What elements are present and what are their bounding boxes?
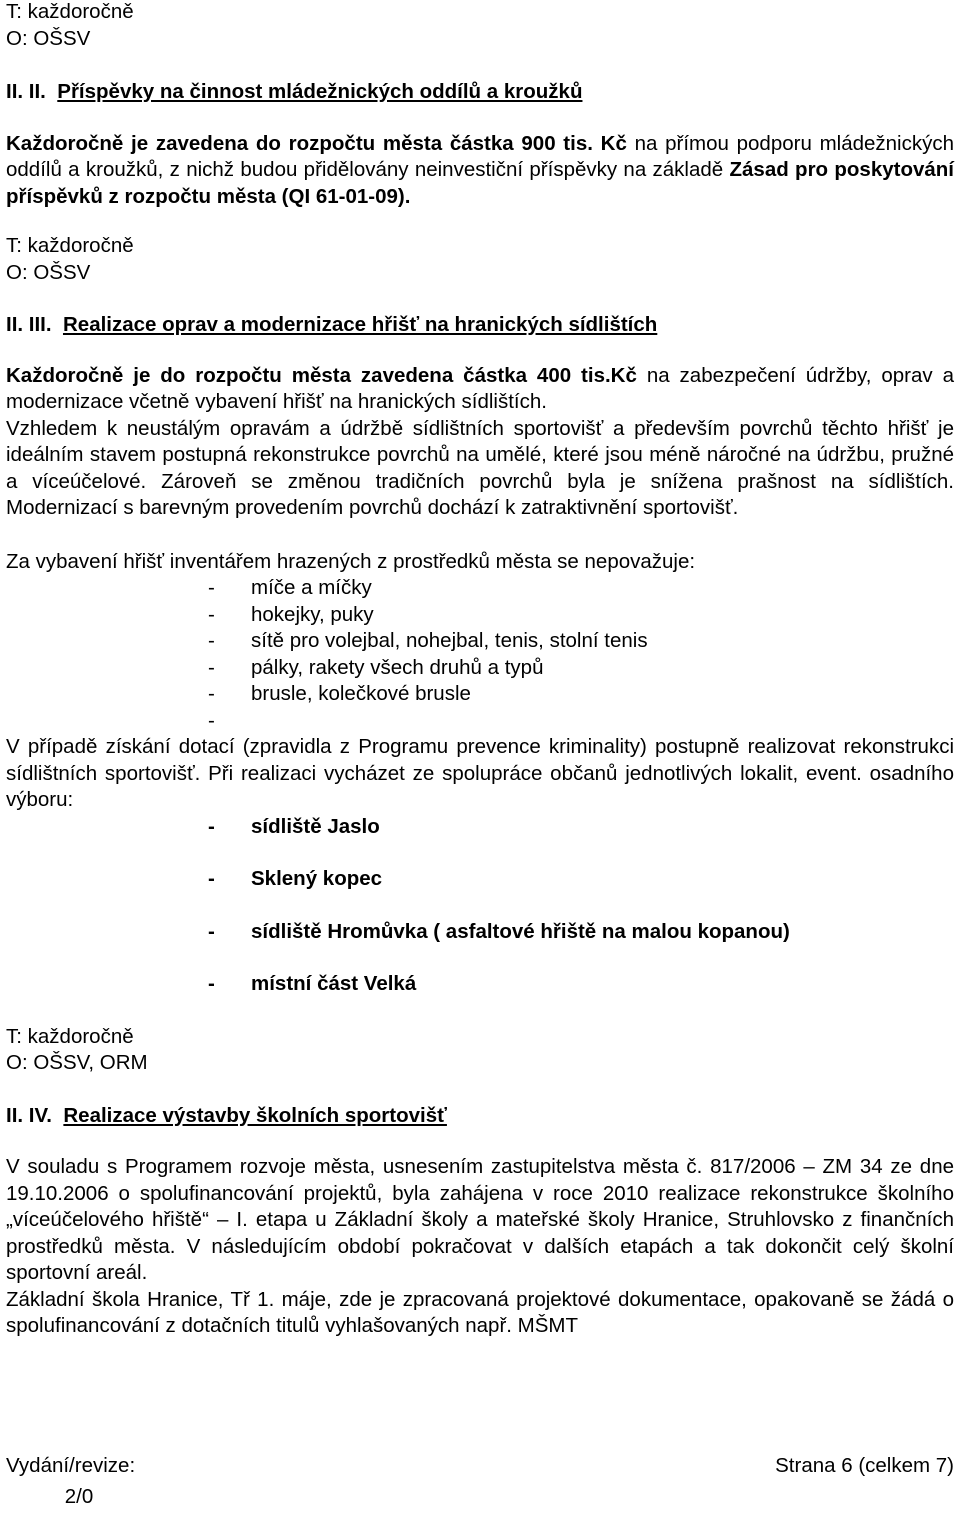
list-dash: -	[208, 655, 215, 679]
list-item-text: brusle, kolečkové brusle	[251, 682, 471, 705]
section-4-paragraph-2: Základní škola Hranice, Tř 1. máje, zde je zpracovaná projektové dokumentace, opakovaně se žádá o spolufinancování z dotačních titulů vyhlašovaných např. MŠMT	[6, 1287, 954, 1337]
list-item	[6, 681, 954, 708]
list-item-text: pálky, rakety všech druhů a typů	[251, 655, 544, 679]
revision-value: 2/0	[64, 1485, 94, 1508]
responsible-text: O: OŠSV	[6, 26, 91, 50]
list-item	[6, 655, 954, 682]
list-item	[6, 575, 954, 602]
section-heading-2	[6, 79, 954, 106]
list-item	[6, 919, 954, 946]
list-item-text: sídliště Jaslo	[251, 814, 380, 838]
list-item-text: míče a míčky	[251, 576, 372, 599]
list-dash: -	[208, 867, 215, 890]
deadline-text: T: každoročně	[6, 234, 134, 257]
section-title: Realizace výstavby školních sportovišť	[63, 1103, 447, 1127]
list-dash: -	[208, 602, 215, 626]
section-4-paragraph-1: V souladu s Programem rozvoje města, usnesením zastupitelstva města č. 817/2006 – ZM 34 ze dne 19.10.2006 o spolufinancování projektů, byla zahájena v roce 2010 realizace rekonstrukce školního „víceúčelového hřiště“ – I. etapa u Základní školy a mateřské školy Hranice, Struhlovsko z finančních prostředků města. V následujícím období pokračovat v dalších etapách a tak dokončit celý školní sportovní areál.	[6, 1155, 954, 1284]
section-heading-3	[6, 312, 954, 339]
section-number: II. III.	[6, 313, 52, 336]
section-number: II. II.	[6, 80, 46, 103]
page-footer	[6, 1453, 954, 1508]
section-3-paragraph-4: V případě získání dotací (zpravidla z Programu prevence kriminality) postupně realizovat rekonstrukci sídlištních sportovišť. Při realizaci vycházet ze spolupráce občanů jednotlivých lokalit, event. osadního výboru:	[6, 735, 954, 811]
list-dash: -	[208, 629, 215, 652]
bold-run: Každoročně je zavedena do rozpočtu města částka 900 tis.	[6, 131, 601, 155]
section-2-paragraph	[6, 131, 954, 211]
list-item	[6, 602, 954, 629]
list-item	[6, 971, 954, 998]
list-dash: -	[208, 919, 215, 943]
bold-run: Každoročně je do rozpočtu města zavedena částka 400 tis.Kč	[6, 363, 637, 387]
deadline-text: T: každoročně	[6, 1024, 134, 1048]
list-dash: -	[208, 972, 215, 995]
places-list	[6, 814, 954, 998]
responsible-text: O: OŠSV	[6, 260, 91, 284]
list-dash: -	[208, 814, 215, 838]
responsible-text: O: OŠSV, ORM	[6, 1051, 148, 1074]
deadline-text: T: každoročně	[6, 0, 134, 23]
document-page	[6, 0, 954, 1340]
revision-label: Vydání/revize:	[6, 1454, 136, 1477]
page-number: Strana 6 (celkem 7)	[775, 1454, 954, 1477]
section-3-paragraph-2: Vzhledem k neustálým opravám a údržbě sídlištních sportovišť a především povrchů těchto hřišť je ideálním stavem postupná rekonstrukce povrchů na umělé, které jsou méně náročné na údržbu, pružné a víceúčelové. Zároveň se změnou tradičních povrchů byla je snížena prašnost na sídlištích. Modernizací s barevným provedením povrchů dochází k zatraktivnění sportovišť.	[6, 416, 954, 519]
text-run: na přímou podporu mládežnických oddílů a kroužků, z nichž budou přidělovány neinvestiční příspěvky na základě	[6, 131, 955, 181]
section-title: Příspěvky na činnost mládežnických oddílů a kroužků	[57, 80, 583, 103]
list-item	[6, 628, 954, 655]
list-dash: -	[208, 682, 215, 705]
list-item-text: sídliště Hromůvka ( asfaltové hřiště na malou kopanou)	[251, 919, 790, 943]
equipment-list	[6, 575, 954, 734]
section-3-paragraph-3: Za vybavení hřišť inventářem hrazených z prostředků města se nepovažuje:	[6, 549, 696, 573]
list-item	[6, 708, 954, 735]
list-dash: -	[208, 576, 215, 599]
list-item-text: Sklený kopec	[251, 867, 383, 890]
list-item	[6, 814, 954, 841]
list-item-text: sítě pro volejbal, nohejbal, tenis, stolní tenis	[251, 629, 648, 652]
list-dash: -	[208, 708, 215, 732]
section-title: Realizace oprav a modernizace hřišť na hranických sídlištích	[62, 313, 658, 336]
text-run: na zabezpečení údržby, oprav a modernizace včetně vybavení hřišť na hranických sídlištích.	[6, 363, 954, 413]
section-heading-4	[6, 1103, 954, 1130]
section-3-paragraph-1	[6, 363, 954, 416]
list-item-text: hokejky, puky	[251, 602, 374, 626]
section-number: II. IV.	[6, 1103, 52, 1127]
list-item	[6, 866, 954, 893]
bold-run: Kč	[600, 131, 627, 155]
bold-run: Zásad pro poskytování příspěvků z rozpočtu města (QI 61-01-09).	[6, 158, 954, 208]
list-item-text: místní část Velká	[251, 972, 417, 995]
